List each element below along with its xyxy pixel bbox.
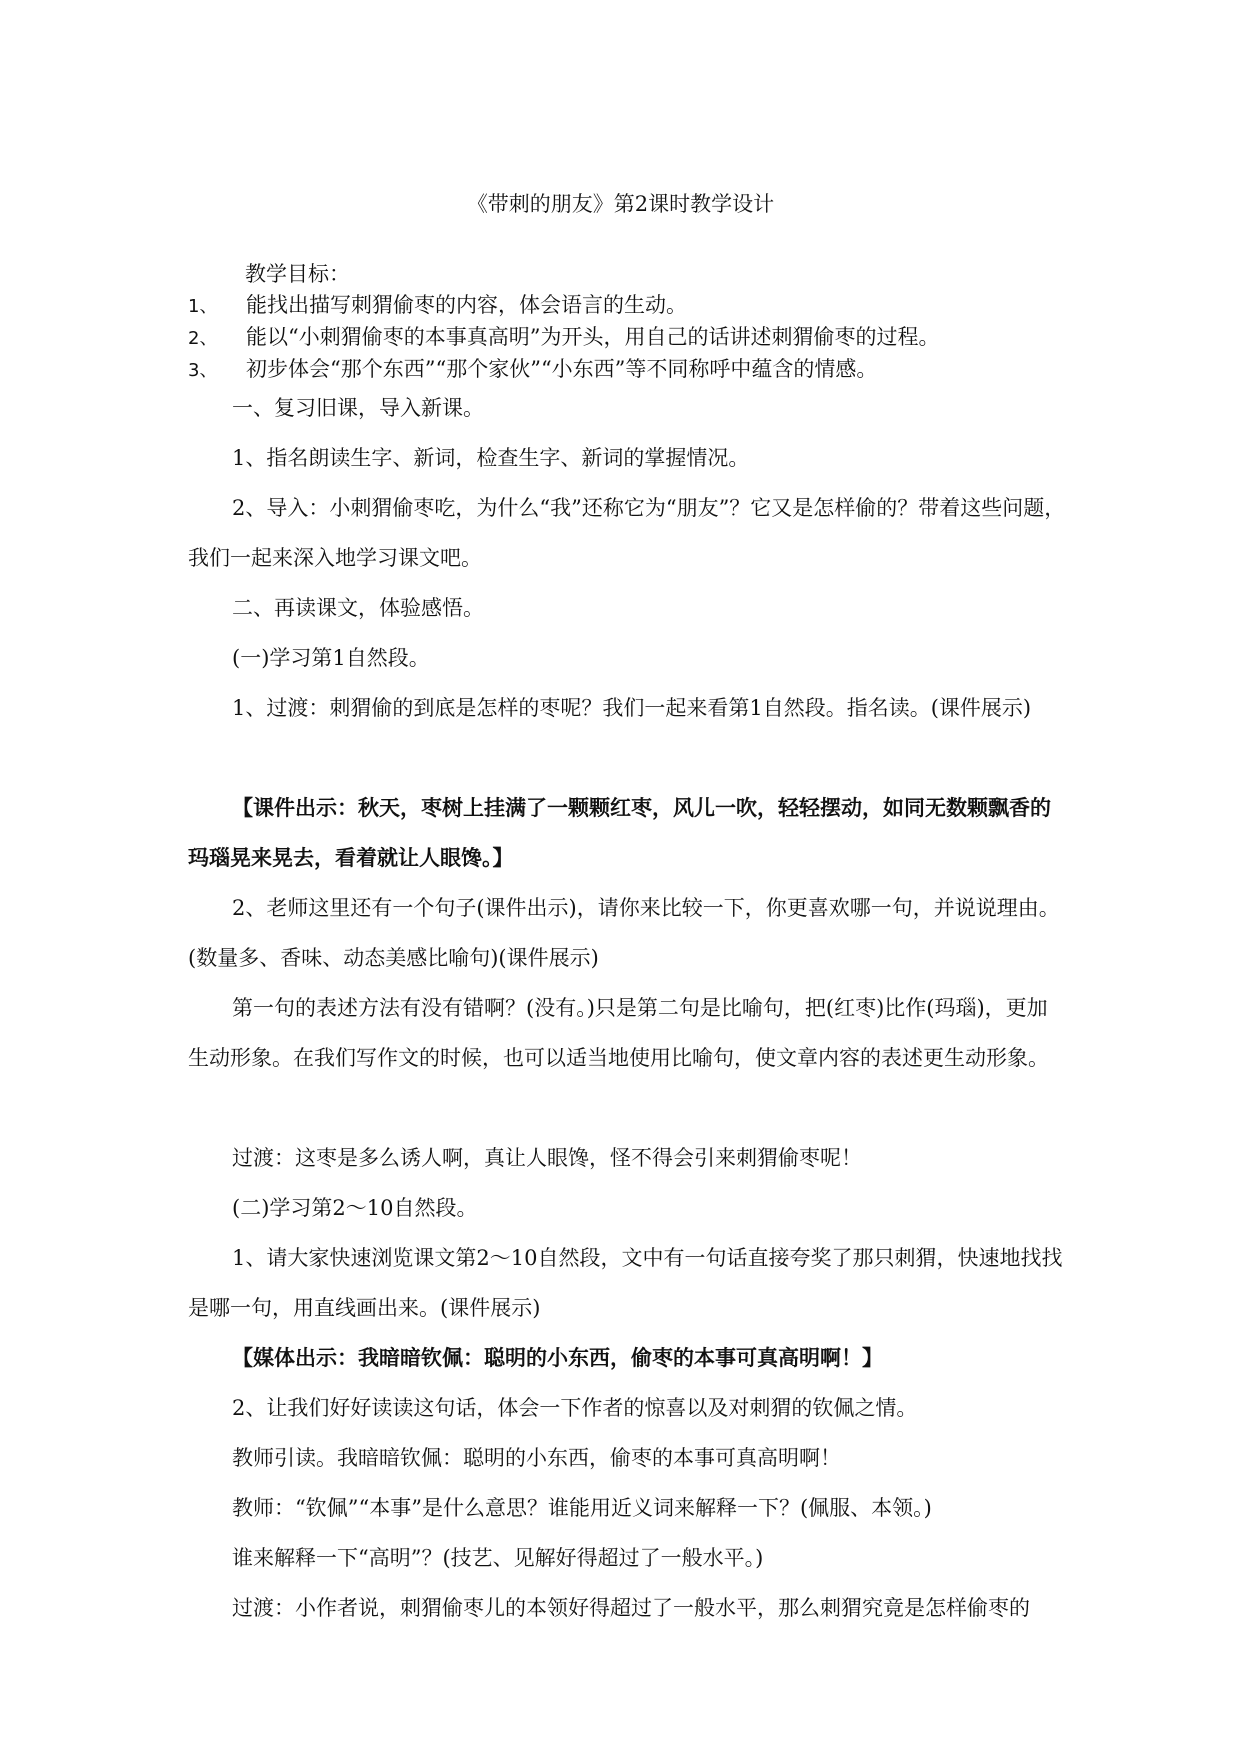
paragraph: 1、指名朗读生字、新词，检查生字、新词的掌握情况。: [232, 446, 750, 470]
objective-text: 初步体会“那个东西”“那个家伙”“小东西”等不同称呼中蕴含的情感。: [246, 357, 878, 381]
media-quote: 【课件出示：秋天，枣树上挂满了一颗颗红枣，风儿一吹，轻轻摆动，如同无数颗飘香的玛瑙晃来晃去，看着就让人眼馋。】: [188, 795, 1051, 870]
objective-item: [188, 289, 687, 319]
paragraph: 过渡：小作者说，刺猬偷枣儿的本领好得超过了一般水平，那么刺猬究竟是怎样偷枣的: [232, 1596, 1030, 1620]
section-heading: 二、再读课文，体验感悟。: [232, 596, 484, 620]
objective-text: 能找出描写刺猬偷枣的内容，体会语言的生动。: [246, 293, 687, 317]
paragraph: 2、让我们好好读读这句话，体会一下作者的惊喜以及对刺猬的钦佩之情。: [232, 1396, 918, 1420]
objectives-heading: 教学目标：: [245, 262, 350, 286]
objective-text: 能以“小刺猬偷枣的本事真高明”为开头，用自己的话讲述刺猬偷枣的过程。: [246, 325, 940, 349]
objective-number: 2、: [188, 328, 218, 349]
paragraph: 1、过渡：刺猬偷的到底是怎样的枣呢？我们一起来看第1自然段。指名读。(课件展示): [232, 696, 1032, 720]
paragraph: 教师：“钦佩”“本事”是什么意思？谁能用近义词来解释一下？(佩服、本领。): [232, 1496, 932, 1520]
paragraph: 第一句的表述方法有没有错啊？(没有。)只是第二句是比喻句，把(红枣)比作(玛瑙)，更加生动形象。在我们写作文的时候，也可以适当地使用比喻句，使文章内容的表述更生动形象。: [188, 996, 1049, 1070]
section-heading: 一、复习旧课，导入新课。: [232, 396, 484, 420]
paragraph: 过渡：这枣是多么诱人啊，真让人眼馋，怪不得会引来刺猬偷枣呢！: [232, 1146, 862, 1170]
paragraph: 教师引读。我暗暗钦佩：聪明的小东西，偷枣的本事可真高明啊！: [232, 1446, 841, 1470]
paragraph: 1、请大家快速浏览课文第2～10自然段，文中有一句话直接夸奖了那只刺猬，快速地找找是哪一句，用直线画出来。(课件展示): [188, 1246, 1063, 1320]
paragraph: 2、导入：小刺猬偷枣吃，为什么“我”还称它为“朋友”？它又是怎样偷的？带着这些问题，我们一起来深入地学习课文吧。: [188, 496, 1066, 570]
page-title: 《带刺的朋友》第2课时教学设计: [466, 192, 775, 216]
objective-item: [188, 353, 877, 383]
objective-number: 3、: [188, 360, 218, 381]
objective-number: 1、: [188, 296, 218, 317]
subsection-heading: (二)学习第2～10自然段。: [232, 1196, 478, 1220]
paragraph: 谁来解释一下“高明”？(技艺、见解好得超过了一般水平。): [232, 1546, 764, 1570]
paragraph: 2、老师这里还有一个句子(课件出示)，请你来比较一下，你更喜欢哪一句，并说说理由。(数量多、香味、动态美感比喻句)(课件展示): [188, 896, 1060, 970]
subsection-heading: (一)学习第1自然段。: [232, 646, 430, 670]
objective-item: [188, 321, 939, 351]
media-quote: 【媒体出示：我暗暗钦佩：聪明的小东西，偷枣的本事可真高明啊！】: [232, 1345, 883, 1370]
